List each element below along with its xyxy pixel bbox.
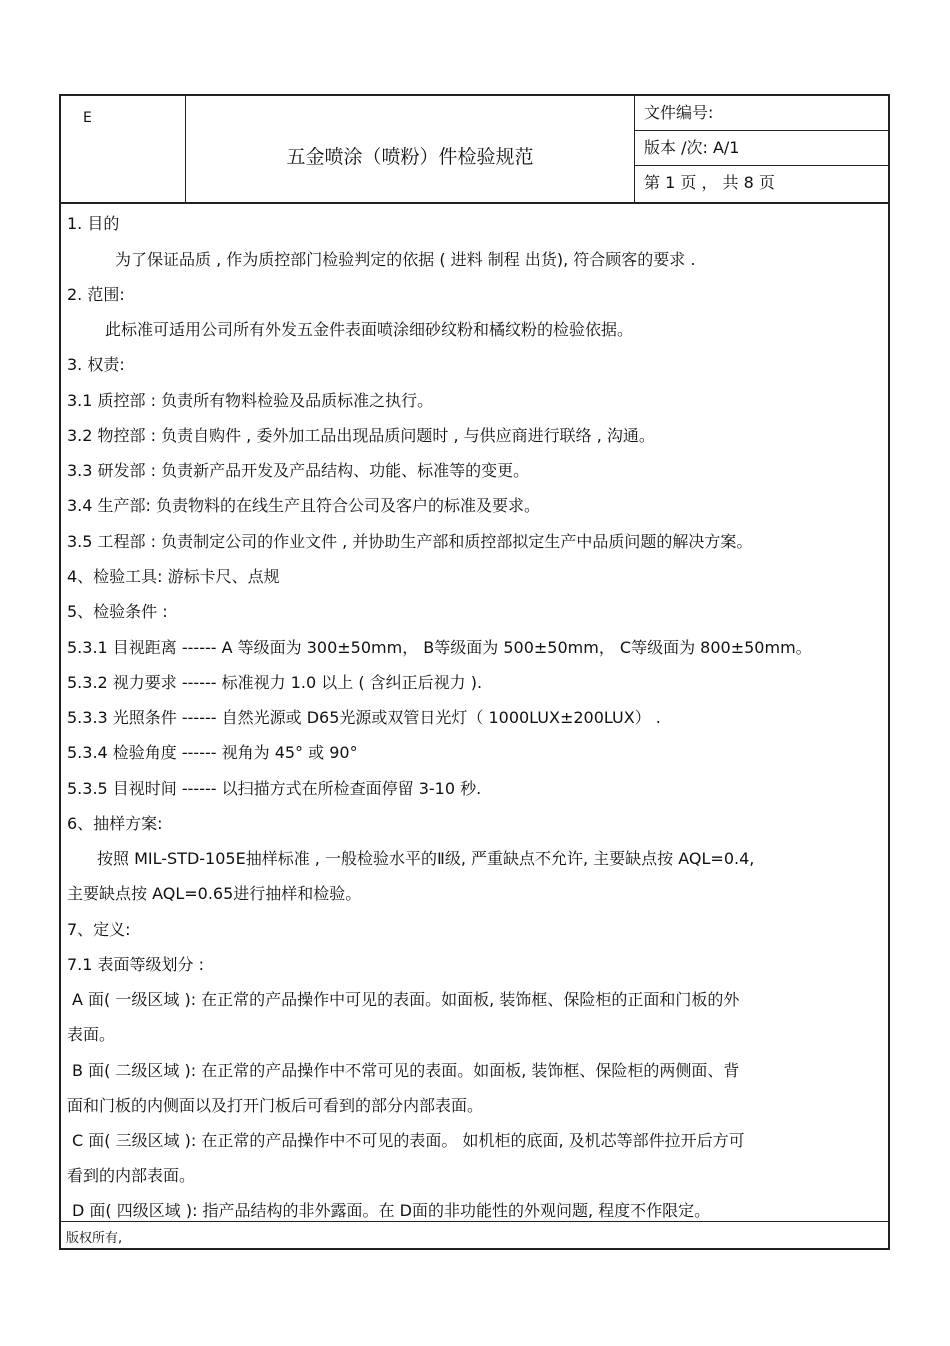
paragraph: 5.3.5 目视时间 ------ 以扫描方式在所检查面停留 3-10 秒. <box>67 779 482 798</box>
section-heading: 7、定义: <box>67 920 131 939</box>
section-heading: 2. 范围: <box>67 285 125 304</box>
section-heading: 3. 权责: <box>67 355 125 374</box>
paragraph: 3.4 生产部: 负责物料的在线生产且符合公司及客户的标准及要求。 <box>67 496 541 515</box>
paragraph: D 面( 四级区域 ): 指产品结构的非外露面。在 D面的非功能性的外观问题, 程度不作限定。 <box>72 1201 711 1220</box>
document-title-cell <box>186 96 635 202</box>
paragraph: 5.3.3 光照条件 ------ 自然光源或 D65光源或双管日光灯（ 1000LUX±200LUX） . <box>67 708 661 727</box>
company-logo-cell <box>61 96 186 202</box>
section-heading: 1. 目的 <box>67 214 120 233</box>
section-heading: 7.1 表面等级划分 : <box>67 955 205 974</box>
paragraph: 3.2 物控部 : 负责自购件 , 委外加工品出现品质问题时 , 与供应商进行联络 , 沟通。 <box>67 426 655 445</box>
paragraph: 3.3 研发部 : 负责新产品开发及产品结构、功能、标准等的变更。 <box>67 461 530 480</box>
document-title: 五金喷涂（喷粉）件检验规范 <box>286 145 534 168</box>
doc-number: 文件编号: <box>635 96 888 131</box>
section-heading: 6、抽样方案: <box>67 814 163 833</box>
document-frame <box>59 94 890 1250</box>
paragraph: A 面( 一级区域 ): 在正常的产品操作中可见的表面。如面板, 装饰框、保险柜的正面和门板的外 <box>72 990 740 1009</box>
paragraph: 按照 MIL-STD-105E抽样标准 , 一般检验水平的Ⅱ级, 严重缺点不允许, 主要缺点按 AQL=0.4, <box>97 849 755 868</box>
document-meta <box>635 96 888 202</box>
paragraph: 看到的内部表面。 <box>67 1166 196 1185</box>
paragraph: 表面。 <box>67 1025 116 1044</box>
document-header <box>61 96 888 204</box>
paragraph: 5.3.4 检验角度 ------ 视角为 45° 或 90° <box>67 743 358 762</box>
doc-version: 版本 /次: A/1 <box>635 131 888 166</box>
copyright-text: 版权所有, <box>66 1231 123 1246</box>
paragraph: 面和门板的内侧面以及打开门板后可看到的部分内部表面。 <box>67 1096 484 1115</box>
document-footer <box>61 1221 888 1248</box>
paragraph: 为了保证品质 , 作为质控部门检验判定的依据 ( 进料 制程 出货), 符合顾客的要求 . <box>115 250 696 269</box>
paragraph: C 面( 三级区域 ): 在正常的产品操作中不可见的表面。 如机柜的底面, 及机芯等部件拉开后方可 <box>72 1131 745 1150</box>
paragraph: 3.5 工程部 : 负责制定公司的作业文件 , 并协助生产部和质控部拟定生产中品质问题的解决方案。 <box>67 532 753 551</box>
paragraph: 5.3.1 目视距离 ------ A 等级面为 300±50mm， B等级面为 500±50mm， C等级面为 800±50mm。 <box>67 638 812 657</box>
paragraph: 5.3.2 视力要求 ------ 标准视力 1.0 以上 ( 含纠正后视力 ). <box>67 673 483 692</box>
section-heading: 5、检验条件 : <box>67 602 168 621</box>
paragraph: B 面( 二级区域 ): 在正常的产品操作中不常可见的表面。如面板, 装饰框、保险柜的两侧面、背 <box>72 1061 740 1080</box>
paragraph: 此标准可适用公司所有外发五金件表面喷涂细砂纹粉和橘纹粉的检验依据。 <box>105 320 634 339</box>
paragraph: 3.1 质控部 : 负责所有物料检验及品质标准之执行。 <box>67 391 434 410</box>
section-heading: 4、检验工具: 游标卡尺、点规 <box>67 567 280 586</box>
logo-text: E <box>83 110 92 126</box>
doc-page-count: 第 1 页 ， 共 8 页 <box>644 173 775 192</box>
paragraph: 主要缺点按 AQL=0.65进行抽样和检验。 <box>67 884 362 903</box>
